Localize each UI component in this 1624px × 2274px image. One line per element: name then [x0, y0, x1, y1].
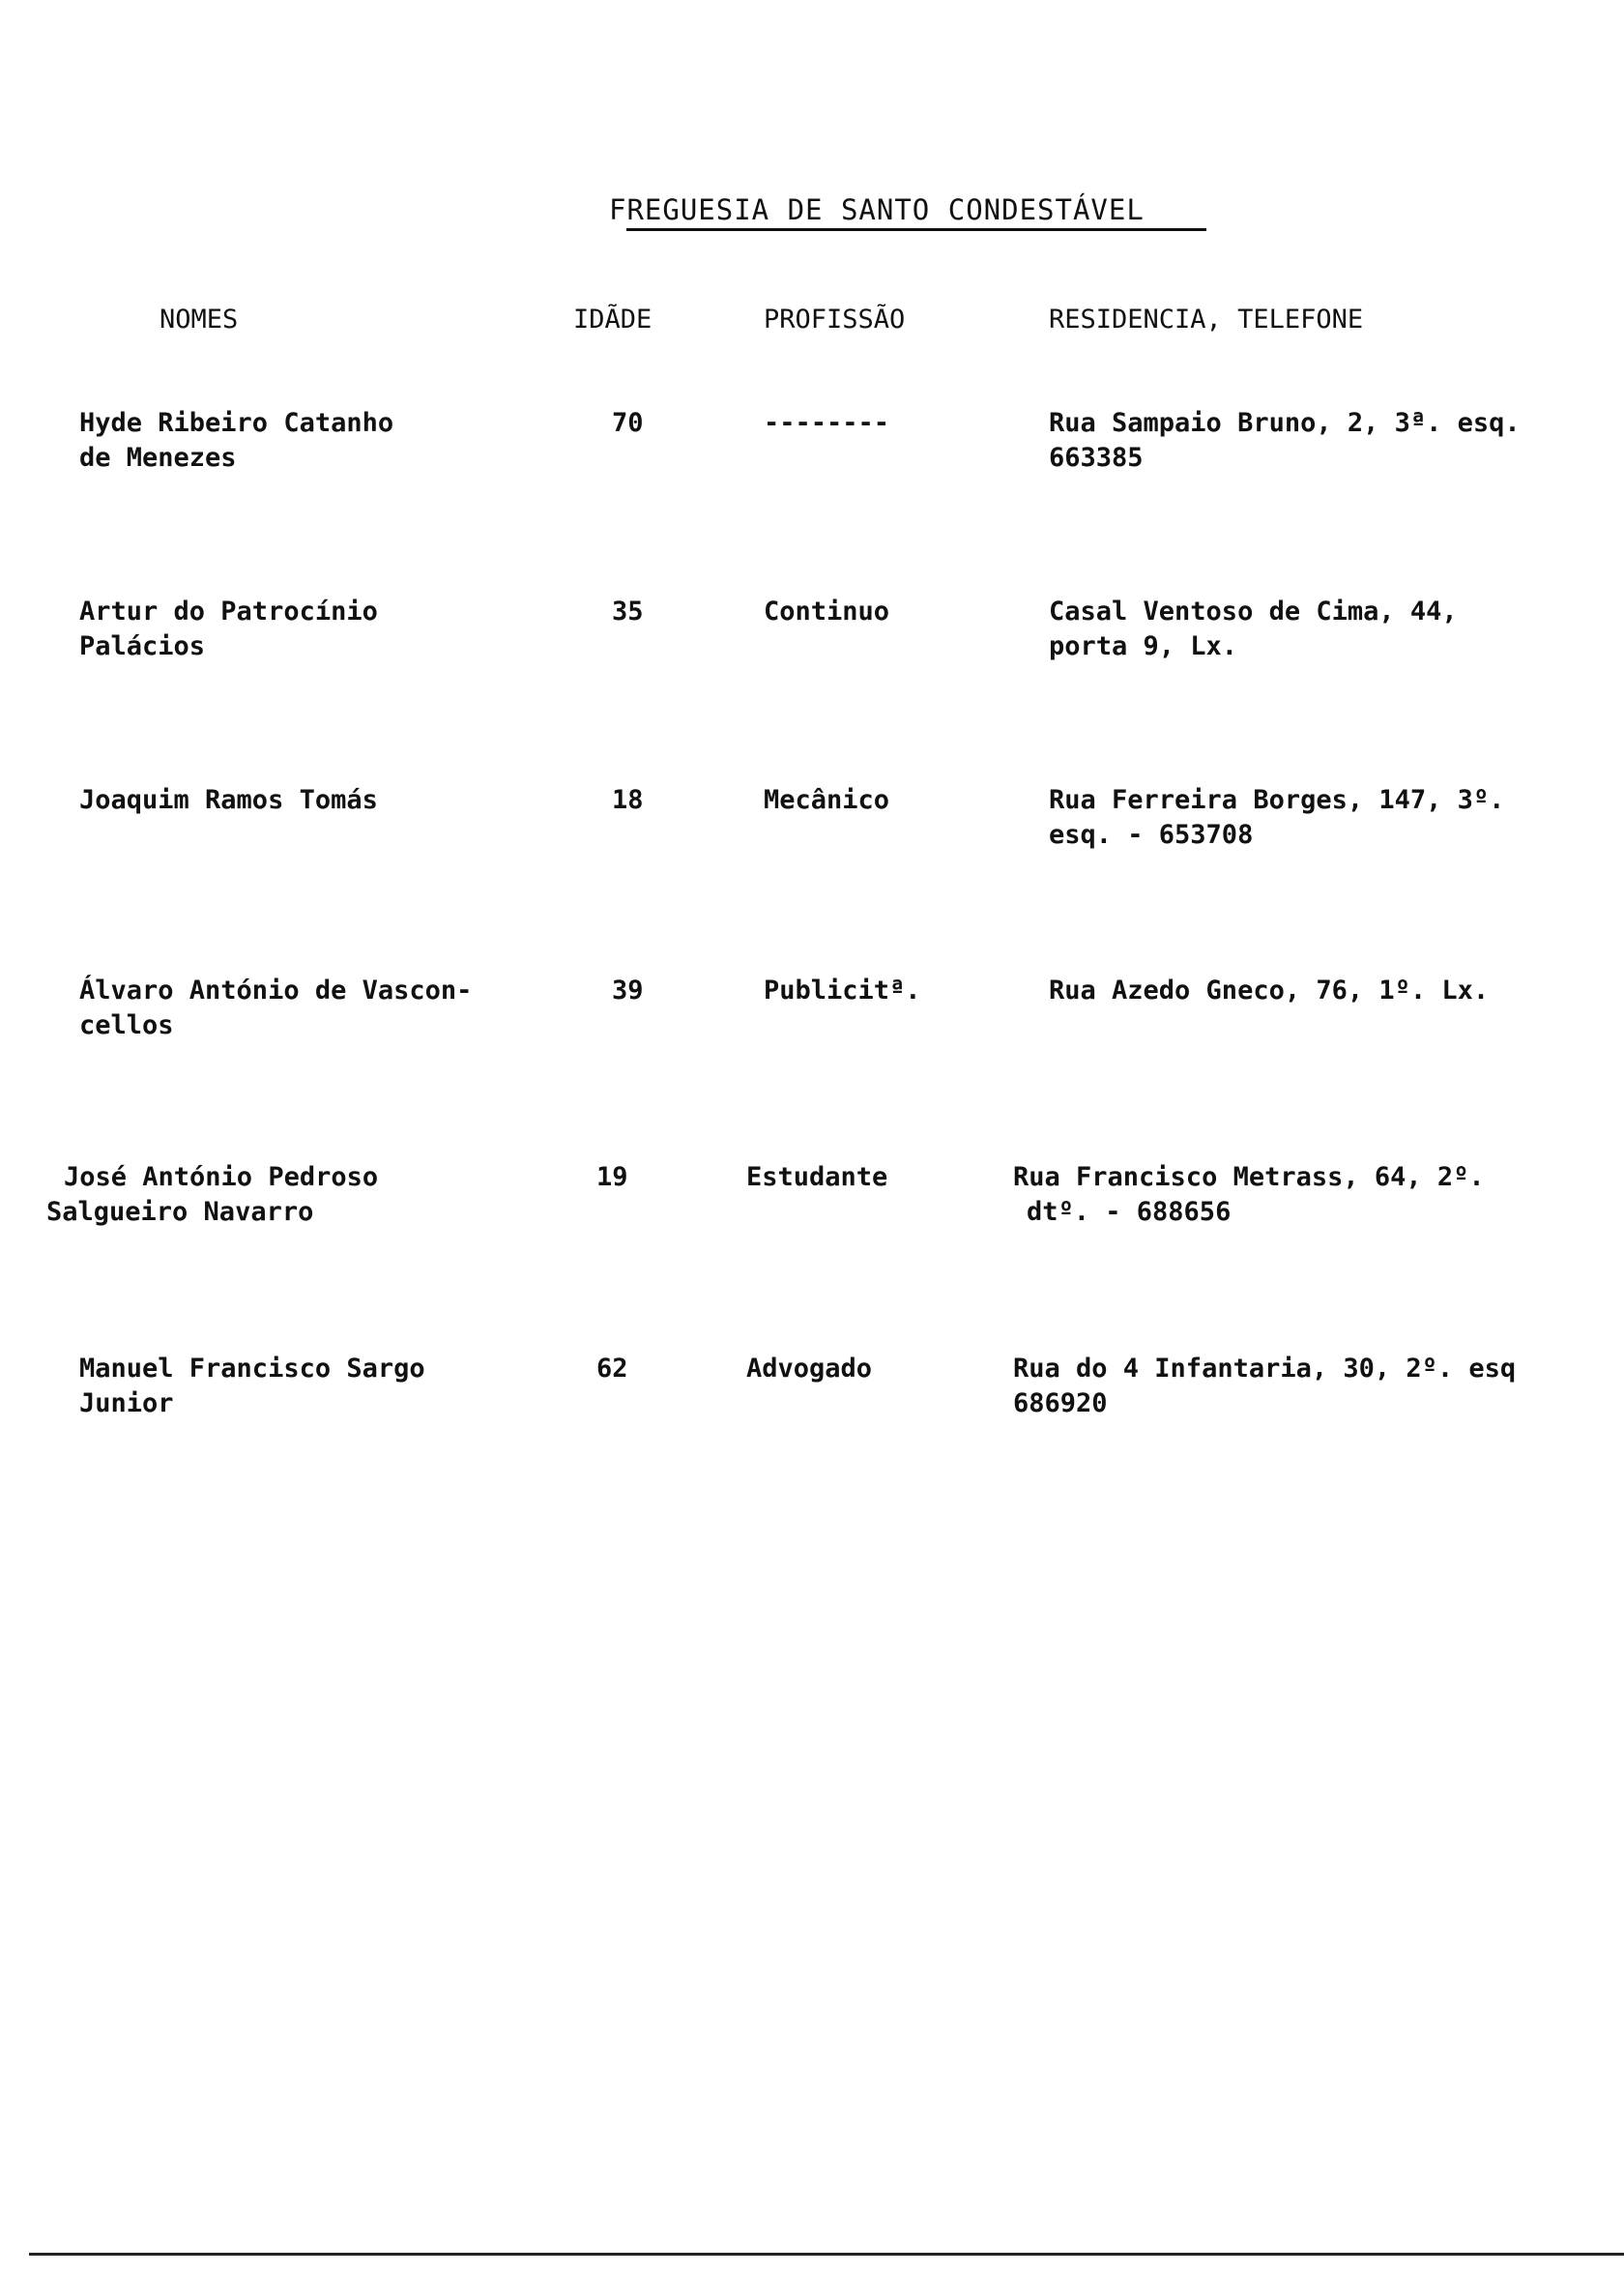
row-5-residencia [1013, 1160, 1485, 1230]
row-6-residencia-line-2: 686920 [1013, 1388, 1108, 1418]
row-2-name-line-1: Artur do Patrocínio [79, 597, 378, 627]
header-residencia: RESIDENCIA, TELEFONE [1049, 305, 1364, 335]
row-3-residencia [1049, 783, 1504, 853]
row-2-residencia-line-2: porta 9, Lx. [1049, 631, 1238, 661]
title-underline [626, 228, 1206, 231]
row-6-name-line-1: Manuel Francisco Sargo [79, 1354, 425, 1384]
row-2-name-line-2: Palácios [79, 631, 206, 661]
row-1-name-line-1: Hyde Ribeiro Catanho [79, 408, 394, 438]
row-5-profissao: Estudante [746, 1162, 888, 1192]
row-4-name-line-1: Álvaro António de Vascon- [79, 976, 473, 1006]
row-4-name-line-2: cellos [79, 1010, 174, 1040]
row-6-residencia [1013, 1352, 1516, 1421]
page-title: FREGUESIA DE SANTO CONDESTÁVEL [609, 193, 1145, 226]
row-4-idade: 39 [612, 976, 644, 1006]
row-1-residencia [1049, 406, 1521, 476]
row-1-name [79, 406, 393, 476]
row-3-residencia-line-1: Rua Ferreira Borges, 147, 3º. [1049, 785, 1505, 815]
row-4-residencia-line-1: Rua Azedo Gneco, 76, 1º. Lx. [1049, 976, 1490, 1006]
row-6-idade: 62 [596, 1354, 628, 1384]
row-4-name [79, 974, 472, 1043]
row-5-name-line-1: José António Pedroso [64, 1162, 379, 1192]
header-profissao: PROFISSÃO [764, 305, 906, 335]
row-3-name-line-1: Joaquim Ramos Tomás [79, 785, 378, 815]
row-1-name-line-2: de Menezes [79, 443, 237, 473]
row-5-residencia-line-1: Rua Francisco Metrass, 64, 2º. [1013, 1162, 1485, 1192]
row-6-profissao: Advogado [746, 1354, 873, 1384]
row-3-name [79, 783, 378, 818]
row-4-profissao: Publicitª. [764, 976, 921, 1006]
row-1-residencia-line-2: 663385 [1049, 443, 1144, 473]
header-idade: IDÃDE [573, 305, 652, 335]
row-5-name [46, 1160, 378, 1230]
row-2-profissao: Continuo [764, 597, 890, 627]
row-3-profissao: Mecânico [764, 785, 890, 815]
row-6-residencia-line-1: Rua do 4 Infantaria, 30, 2º. esq [1013, 1354, 1517, 1384]
row-2-residencia [1049, 595, 1458, 664]
row-1-idade: 70 [612, 408, 644, 438]
row-3-idade: 18 [612, 785, 644, 815]
row-5-name-line-2: Salgueiro Navarro [46, 1197, 314, 1227]
row-1-profissao: -------- [764, 408, 890, 438]
row-4-residencia [1049, 974, 1489, 1008]
row-5-residencia-line-2: dtº. - 688656 [1027, 1197, 1232, 1227]
row-2-idade: 35 [612, 597, 644, 627]
row-1-residencia-line-1: Rua Sampaio Bruno, 2, 3ª. esq. [1049, 408, 1521, 438]
bottom-rule [29, 2253, 1624, 2256]
header-nomes: NOMES [160, 305, 239, 335]
row-6-name [79, 1352, 425, 1421]
row-3-residencia-line-2: esq. - 653708 [1049, 820, 1254, 850]
row-2-residencia-line-1: Casal Ventoso de Cima, 44, [1049, 597, 1458, 627]
row-2-name [79, 595, 378, 664]
row-5-idade: 19 [596, 1162, 628, 1192]
row-6-name-line-2: Junior [79, 1388, 174, 1418]
